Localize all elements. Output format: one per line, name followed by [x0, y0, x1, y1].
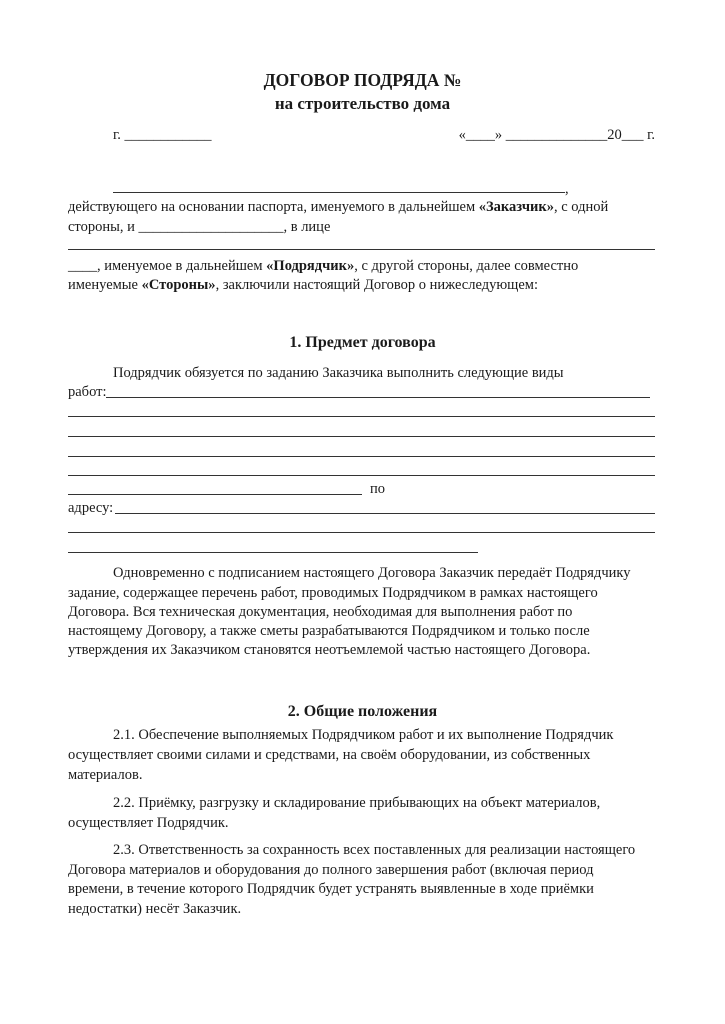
parties-term: «Стороны»	[141, 277, 216, 293]
intro-line-2: стороны, и ____________________, в лице	[68, 219, 331, 235]
section-1-p2-line: настоящему Договору, а также сметы разрабатываются Подрядчиком и только после	[68, 623, 590, 639]
comma: ,	[565, 181, 569, 197]
clause-2-1-line: осуществляет своими силами и средствами, на своём оборудовании, из собственных	[68, 747, 591, 763]
intro-line-4	[68, 276, 538, 294]
intro-line-1	[68, 198, 608, 216]
address-label: адресу:	[68, 500, 114, 516]
text: , с другой стороны, далее совместно	[354, 258, 579, 274]
clause-2-3-line: 2.3. Ответственность за сохранность всех поставленных для реализации настоящего	[113, 842, 636, 858]
po-label: по	[370, 481, 386, 497]
section-1-heading: 1. Предмет договора	[289, 334, 436, 351]
blank-line	[106, 397, 650, 398]
clause-2-3-line: недостатки) несёт Заказчик.	[68, 901, 242, 917]
text: именуемые	[68, 277, 142, 293]
text: действующего на основании паспорта, именуемого в дальнейшем	[68, 199, 479, 215]
document-title: ДОГОВОР ПОДРЯДА №	[263, 70, 462, 90]
blank-line	[68, 494, 362, 495]
section-1-p1: Подрядчик обязуется по заданию Заказчика выполнить следующие виды	[113, 365, 564, 381]
text: , с одной	[553, 199, 609, 215]
clause-2-1-line: материалов.	[68, 767, 143, 783]
blank-line	[68, 436, 655, 437]
works-label: работ:	[68, 384, 107, 400]
section-1-p2-line: Одновременно с подписанием настоящего Договора Заказчик передаёт Подрядчику	[113, 565, 631, 581]
clause-2-1-line: 2.1. Обеспечение выполняемых Подрядчиком работ и их выполнение Подрядчик	[113, 727, 614, 743]
blank-line	[68, 249, 655, 250]
section-2-heading: 2. Общие положения	[287, 703, 438, 720]
text: , заключили настоящий Договор о нижеследующем:	[215, 277, 538, 293]
blank-line	[68, 552, 478, 553]
blank-line	[68, 416, 655, 417]
date-field: «____» ______________20___ г.	[458, 127, 655, 143]
section-1-p2-line: Договора. Вся техническая документация, необходимая для выполнения работ по	[68, 604, 573, 620]
blank-line	[113, 192, 565, 193]
clause-2-3-line: Договора материалов и оборудования до полного завершения работ (включая период	[68, 862, 594, 878]
contractor-term: «Подрядчик»	[266, 258, 355, 274]
clause-2-3-line: времени, в течение которого Подрядчик будет устранять выявленные в ходе приёмки	[68, 881, 594, 897]
clause-2-2-line: осуществляет Подрядчик.	[68, 815, 229, 831]
customer-term: «Заказчик»	[478, 199, 554, 215]
blank-line	[115, 513, 655, 514]
document-subtitle: на строительство дома	[274, 94, 451, 113]
section-1-p2-line: утверждения их Заказчиком становятся неотъемлемой частью настоящего Договора.	[68, 642, 591, 658]
blank-line	[68, 475, 655, 476]
blank-line	[68, 532, 655, 533]
clause-2-2-line: 2.2. Приёмку, разгрузку и складирование прибывающих на объект материалов,	[113, 795, 601, 811]
text: ____, именуемое в дальнейшем	[68, 258, 267, 274]
blank-line	[68, 456, 655, 457]
city-field: г. ____________	[113, 127, 212, 143]
section-1-p2-line: задание, содержащее перечень работ, проводимых Подрядчиком в рамках настоящего	[68, 585, 598, 601]
intro-line-3	[68, 257, 578, 275]
